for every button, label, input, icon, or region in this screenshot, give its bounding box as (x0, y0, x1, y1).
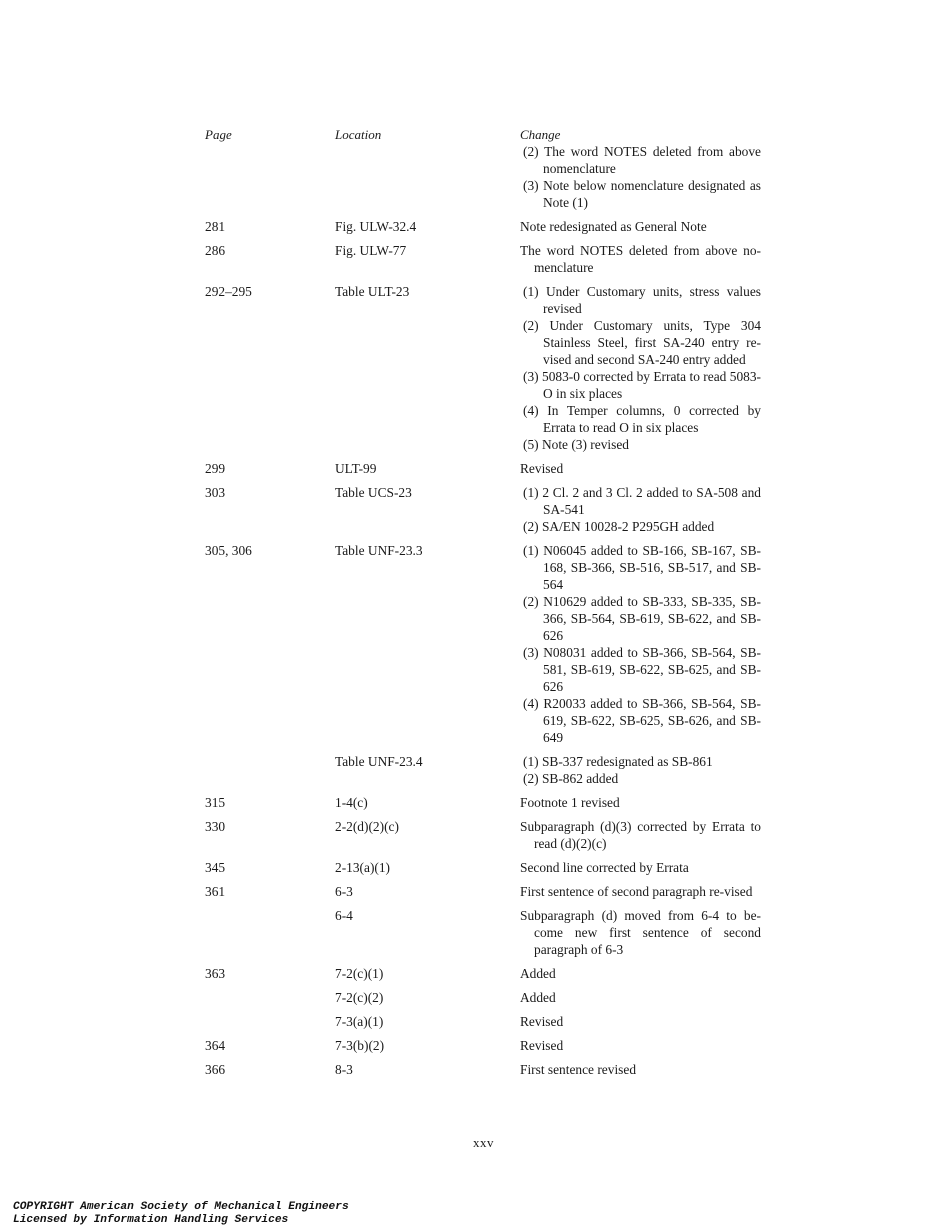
change-item: (1) N06045 added to SB-166, SB-167, SB-168, SB-366, SB-516, SB-517, and SB-564 (523, 543, 761, 592)
row-change (520, 283, 761, 453)
row-change (520, 753, 761, 787)
row-location: 2-13(a)(1) (335, 860, 391, 875)
row-change (520, 907, 761, 958)
row-location: 7-2(c)(1) (335, 966, 384, 981)
change-item: (2) N10629 added to SB-333, SB-335, SB-366, SB-564, SB-619, SB-622, and SB-626 (523, 594, 761, 643)
change-item: Revised (520, 1038, 564, 1053)
row-change (520, 859, 761, 876)
change-item: Revised (520, 461, 564, 476)
table-row (205, 753, 765, 787)
table-row (205, 484, 765, 535)
change-item: (3) 5083-0 corrected by Errata to read 5083-O in six places (523, 369, 761, 401)
row-location: Fig. ULW-32.4 (335, 219, 417, 234)
table-row (205, 1013, 765, 1030)
row-page: 305, 306 (205, 543, 252, 558)
table-header (205, 126, 765, 143)
row-page: 330 (205, 819, 226, 834)
row-change (520, 1061, 761, 1078)
row-change (520, 484, 761, 535)
row-location: 2-2(d)(2)(c) (335, 819, 399, 834)
change-item: Revised (520, 1014, 564, 1029)
table-row (205, 218, 765, 235)
change-item: Second line corrected by Errata (520, 860, 689, 875)
change-item: First sentence of second paragraph re-vised (520, 884, 753, 899)
row-location: Table ULT-23 (335, 284, 410, 299)
change-item: Footnote 1 revised (520, 795, 620, 810)
row-change (520, 143, 761, 211)
row-change (520, 1013, 761, 1030)
row-change (520, 542, 761, 746)
change-item: (1) Under Customary units, stress values revised (523, 284, 761, 316)
table-row (205, 989, 765, 1006)
table-row (205, 460, 765, 477)
row-location: ULT-99 (335, 461, 377, 476)
table-row (205, 1037, 765, 1054)
page-number: xxv (473, 1135, 494, 1150)
change-item: Added (520, 990, 556, 1005)
row-page: 292–295 (205, 284, 252, 299)
table-row (205, 542, 765, 746)
row-change (520, 242, 761, 276)
row-location: 1-4(c) (335, 795, 368, 810)
change-item: (3) N08031 added to SB-366, SB-564, SB-581, SB-619, SB-622, SB-625, and SB-626 (523, 645, 761, 694)
change-item: First sentence revised (520, 1062, 637, 1077)
row-change (520, 218, 761, 235)
row-page: 286 (205, 243, 226, 258)
row-location: Fig. ULW-77 (335, 243, 407, 258)
row-location: 7-3(b)(2) (335, 1038, 385, 1053)
row-page: 281 (205, 219, 226, 234)
change-item: (2) Under Customary units, Type 304 Stainless Steel, first SA-240 entry re-vised and second SA-240 entry added (523, 318, 761, 367)
row-change (520, 965, 761, 982)
row-location: Table UNF-23.4 (335, 754, 423, 769)
row-change (520, 989, 761, 1006)
row-page: 345 (205, 860, 226, 875)
table-row (205, 143, 765, 211)
row-location: Table UCS-23 (335, 485, 412, 500)
table-row (205, 283, 765, 453)
table-row (205, 1061, 765, 1078)
change-item: Note redesignated as General Note (520, 219, 707, 234)
row-page: 363 (205, 966, 226, 981)
change-item: The word NOTES deleted from above no-menclature (520, 243, 761, 275)
row-page: 315 (205, 795, 226, 810)
row-change (520, 794, 761, 811)
header-location: Location (335, 127, 382, 142)
table-row (205, 965, 765, 982)
change-item: (2) SA/EN 10028-2 P295GH added (523, 519, 715, 534)
row-change (520, 818, 761, 852)
header-change: Change (520, 127, 561, 142)
table-row (205, 907, 765, 958)
change-item: (2) SB-862 added (523, 771, 619, 786)
table-row (205, 242, 765, 276)
copyright-notice (13, 1201, 349, 1226)
table-row (205, 859, 765, 876)
row-location: Table UNF-23.3 (335, 543, 423, 558)
row-change (520, 1037, 761, 1054)
copyright-line-2: Licensed by Information Handling Services (13, 1213, 289, 1226)
row-location: 7-3(a)(1) (335, 1014, 384, 1029)
row-page: 366 (205, 1062, 226, 1077)
row-location: 7-2(c)(2) (335, 990, 384, 1005)
table-row (205, 794, 765, 811)
change-item: Subparagraph (d)(3) corrected by Errata to read (d)(2)(c) (520, 819, 761, 851)
row-location: 6-3 (335, 884, 353, 899)
row-change (520, 883, 761, 900)
change-item: (3) Note below nomenclature designated as Note (1) (523, 178, 761, 210)
row-location: 8-3 (335, 1062, 353, 1077)
row-page: 364 (205, 1038, 226, 1053)
change-item: Subparagraph (d) moved from 6-4 to be-come new first sentence of second paragraph of 6-3 (520, 908, 761, 957)
change-item: (4) In Temper columns, 0 corrected by Errata to read O in six places (523, 403, 761, 435)
change-item: (4) R20033 added to SB-366, SB-564, SB-619, SB-622, SB-625, SB-626, and SB-649 (523, 696, 761, 745)
row-page: 361 (205, 884, 226, 899)
change-item: (5) Note (3) revised (523, 437, 629, 452)
row-location: 6-4 (335, 908, 353, 923)
change-item: (2) The word NOTES deleted from above nomenclature (523, 144, 761, 176)
row-change (520, 460, 761, 477)
change-item: (1) 2 Cl. 2 and 3 Cl. 2 added to SA-508 and SA-541 (523, 485, 761, 517)
row-page: 303 (205, 485, 226, 500)
table-body (205, 143, 765, 1078)
header-page: Page (205, 127, 232, 142)
change-item: (1) SB-337 redesignated as SB-861 (523, 754, 713, 769)
table-row (205, 818, 765, 852)
summary-of-changes-table (205, 126, 765, 1085)
table-row (205, 883, 765, 900)
row-page: 299 (205, 461, 226, 476)
copyright-line-1: COPYRIGHT American Society of Mechanical Engineers (13, 1201, 349, 1213)
change-item: Added (520, 966, 556, 981)
